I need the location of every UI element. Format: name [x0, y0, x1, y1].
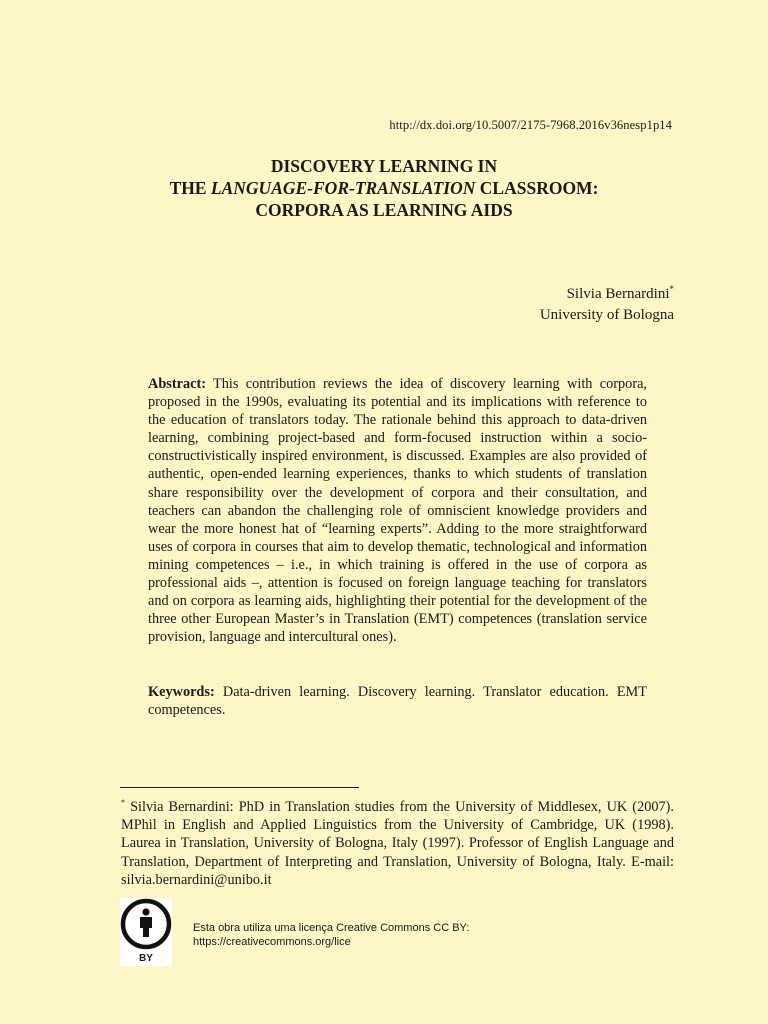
keywords-text: Data-driven learning. Discovery learning. Translator education. EMT competences. [148, 684, 647, 719]
cc-by-label: BY [139, 953, 153, 964]
license-notice [193, 921, 469, 949]
cc-by-badge[interactable] [120, 898, 172, 966]
abstract-text: This contribution reviews the idea of discovery learning with corpora, proposed in the 1990s, evaluating its potential and its implications with reference to the education of translators today. The rationale behind this approach to data-driven learning, combining project-based and form-focused instruction within a socio-constructivistically inspired environment, is discussed. Examples are also provided of authentic, open-ended learning experiences, thanks to which students of translation share responsibility over the development of corpora and their consultation, and teachers can abandon the challenging role of omniscient knowledge providers and wear the more honest hat of “learning experts”. Adding to the more straightforward uses of corpora in courses that aim to develop thematic, technological and information mining competences – i.e., in which training is offered in the use of corpora as professional aids –, attention is focused on foreign language teaching for translators and on corpora as learning aids, highlighting their potential for the development of the three other European Master’s in Translation (EMT) competences (translation service provision, language and intercultural ones). [148, 376, 647, 646]
author-name-line [540, 279, 674, 305]
footnote-text: Silvia Bernardini: PhD in Translation studies from the University of Middlesex, UK (2007). MPhil in English and Applied Linguistics from the University of Cambridge, UK (1998). Laurea in Translation, University of Bologna, Italy (1997). Professor of English Language and Translation, Department of Interpreting and Translation, University of Bologna, Italy. E-mail: silvia.bernardini@unibo.it [121, 799, 674, 888]
author-affiliation: University of Bologna [539, 307, 674, 323]
footnote-divider [120, 787, 359, 788]
license-text: Esta obra utiliza uma licença Creative Commons CC BY: [193, 922, 470, 934]
title-line-1: DISCOVERY LEARNING IN [270, 156, 498, 176]
footnote-marker: * [121, 798, 125, 807]
abstract-label: Abstract: [148, 376, 206, 392]
title-line-2-post: CLASSROOM: [475, 178, 599, 198]
title-line-2-italic: LANGUAGE-FOR-TRANSLATION [210, 178, 476, 198]
cc-by-person-icon [120, 898, 172, 950]
keywords [148, 683, 647, 719]
doi-link[interactable]: http://dx.doi.org/10.5007/2175-7968.2016v36nesp1p14 [389, 118, 672, 132]
license-link[interactable]: https://creativecommons.org/lice [193, 936, 351, 948]
footnote [121, 794, 674, 889]
author-name: Silvia Bernardini [566, 286, 670, 302]
title-line-2 [100, 177, 668, 199]
keywords-label: Keywords: [148, 684, 215, 700]
author-footnote-marker[interactable]: * [669, 284, 674, 294]
paper-title [100, 155, 668, 221]
abstract [148, 375, 647, 646]
title-line-3: CORPORA AS LEARNING AIDS [255, 200, 513, 220]
title-line-2-pre: THE [169, 178, 211, 198]
author-block [540, 279, 674, 326]
